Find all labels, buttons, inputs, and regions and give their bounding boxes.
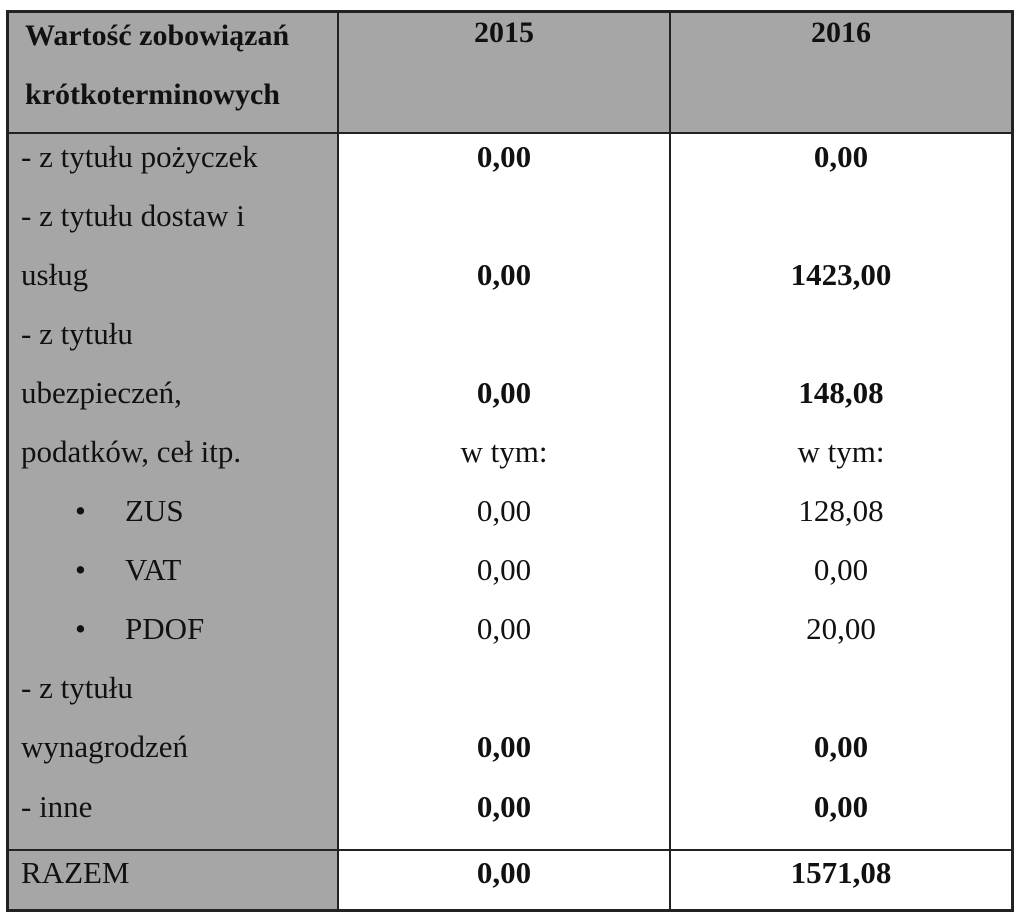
row-label: - z tytułu pożyczek (21, 139, 258, 174)
row-label: podatków, ceł itp. (21, 434, 242, 469)
row-value-2015: 0,00 (476, 375, 532, 410)
liabilities-table (6, 10, 1014, 912)
row-value-2015: 0,00 (476, 552, 532, 587)
row-value-2015: 0,00 (476, 789, 532, 824)
row-label: ZUS (125, 493, 184, 528)
row-value-2016: 128,08 (798, 493, 884, 528)
row-value-2016: 0,00 (813, 729, 869, 764)
header-year-2016: 2016 (811, 16, 871, 49)
total-label: RAZEM (21, 855, 130, 890)
row-label: - z tytułu dostaw i (21, 198, 245, 233)
row-value-2016: 0,00 (813, 789, 869, 824)
row-value-2015: 0,00 (476, 493, 532, 528)
row-value-2016: 0,00 (813, 552, 869, 587)
row-value-2015: 0,00 (476, 139, 532, 174)
row-value-2016: 0,00 (813, 139, 869, 174)
bullet-icon: • (75, 493, 86, 528)
row-value-2016: 20,00 (806, 611, 876, 646)
row-label: - inne (21, 789, 93, 824)
row-value-2016: w tym: (797, 434, 885, 469)
bullet-icon: • (75, 552, 86, 587)
row-value-2015: 0,00 (476, 729, 532, 764)
row-label: PDOF (125, 611, 205, 646)
row-label: - z tytułu (21, 316, 133, 351)
row-value-2016: 1423,00 (790, 257, 892, 292)
total-value-2016: 1571,08 (790, 855, 892, 890)
row-label: wynagrodzeń (21, 729, 188, 764)
header-label-line1: Wartość zobowiązań (25, 19, 290, 52)
header-label-line2: krótkoterminowych (25, 78, 280, 111)
row-value-2015: 0,00 (476, 611, 532, 646)
bullet-icon: • (75, 611, 86, 646)
row-label: - z tytułu (21, 670, 133, 705)
row-label: usług (21, 257, 89, 292)
row-label: ubezpieczeń, (21, 375, 182, 410)
row-value-2015: w tym: (460, 434, 548, 469)
row-label: VAT (125, 552, 182, 587)
row-value-2016: 148,08 (798, 375, 884, 410)
total-value-2015: 0,00 (476, 855, 532, 890)
row-value-2015: 0,00 (476, 257, 532, 292)
header-year-2015: 2015 (474, 16, 534, 49)
